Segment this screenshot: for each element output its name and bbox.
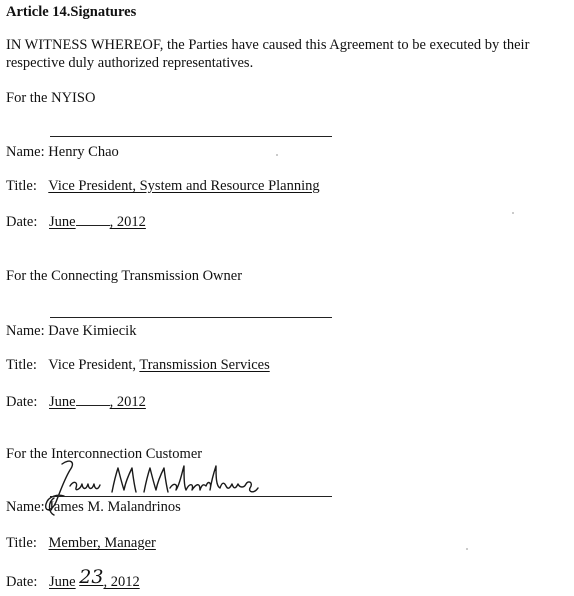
name-row-nyiso [6,144,119,161]
witness-paragraph: IN WITNESS WHEREOF, the Parties have caused this Agreement to be executed by their respective duly authorized representatives. [6,37,530,71]
date-row-interconnection-customer [6,566,140,591]
date-day-handwritten-interconnection-customer: 23 [79,566,104,588]
title-label: Title: [6,535,37,551]
name-label: Name: [6,499,45,515]
date-month-interconnection-customer: June [49,574,76,590]
signer-title-underlined-transmission-owner: Transmission Services [139,357,270,373]
date-day-blank-transmission-owner [76,393,110,406]
date-day-blank-nyiso [76,213,110,226]
party-heading-nyiso: For the NYISO [6,90,96,106]
scan-speck [466,548,468,550]
date-label: Date: [6,394,38,410]
signer-title-nyiso: Vice President, System and Resource Planning [48,178,320,194]
date-label: Date: [6,574,38,590]
signature-line-nyiso [50,136,332,137]
date-year-transmission-owner: , 2012 [109,394,146,410]
date-year-nyiso: , 2012 [109,214,146,230]
signer-name-interconnection-customer: James M. Malandrinos [48,499,181,515]
signer-name-transmission-owner: Dave Kimiecik [48,323,137,339]
title-label: Title: [6,178,37,194]
date-month-transmission-owner: June [49,394,76,410]
name-label: Name: [6,323,45,339]
party-heading-transmission-owner: For the Connecting Transmission Owner [6,268,243,284]
date-year-interconnection-customer: , 2012 [103,574,140,590]
article-heading: Article 14.Signatures [6,4,137,20]
date-month-nyiso: June [49,214,76,230]
party-heading-interconnection-customer: For the Interconnection Customer [6,446,203,462]
date-row-transmission-owner [6,393,146,411]
title-row-transmission-owner [6,357,270,374]
name-row-interconnection-customer [6,499,181,516]
scan-speck [276,154,278,156]
signer-title-interconnection-customer: Member, Manager [48,535,156,551]
signer-name-nyiso: Henry Chao [48,144,119,160]
name-row-transmission-owner [6,323,136,340]
signer-title-prefix-transmission-owner: Vice President, [48,357,140,373]
signature-line-transmission-owner [50,317,332,318]
scan-speck [512,212,514,214]
title-row-interconnection-customer [6,535,156,552]
title-row-nyiso [6,178,320,195]
name-label: Name: [6,144,45,160]
title-label: Title: [6,357,37,373]
date-label: Date: [6,214,38,230]
signature-line-interconnection-customer [50,496,332,497]
date-row-nyiso [6,213,146,231]
